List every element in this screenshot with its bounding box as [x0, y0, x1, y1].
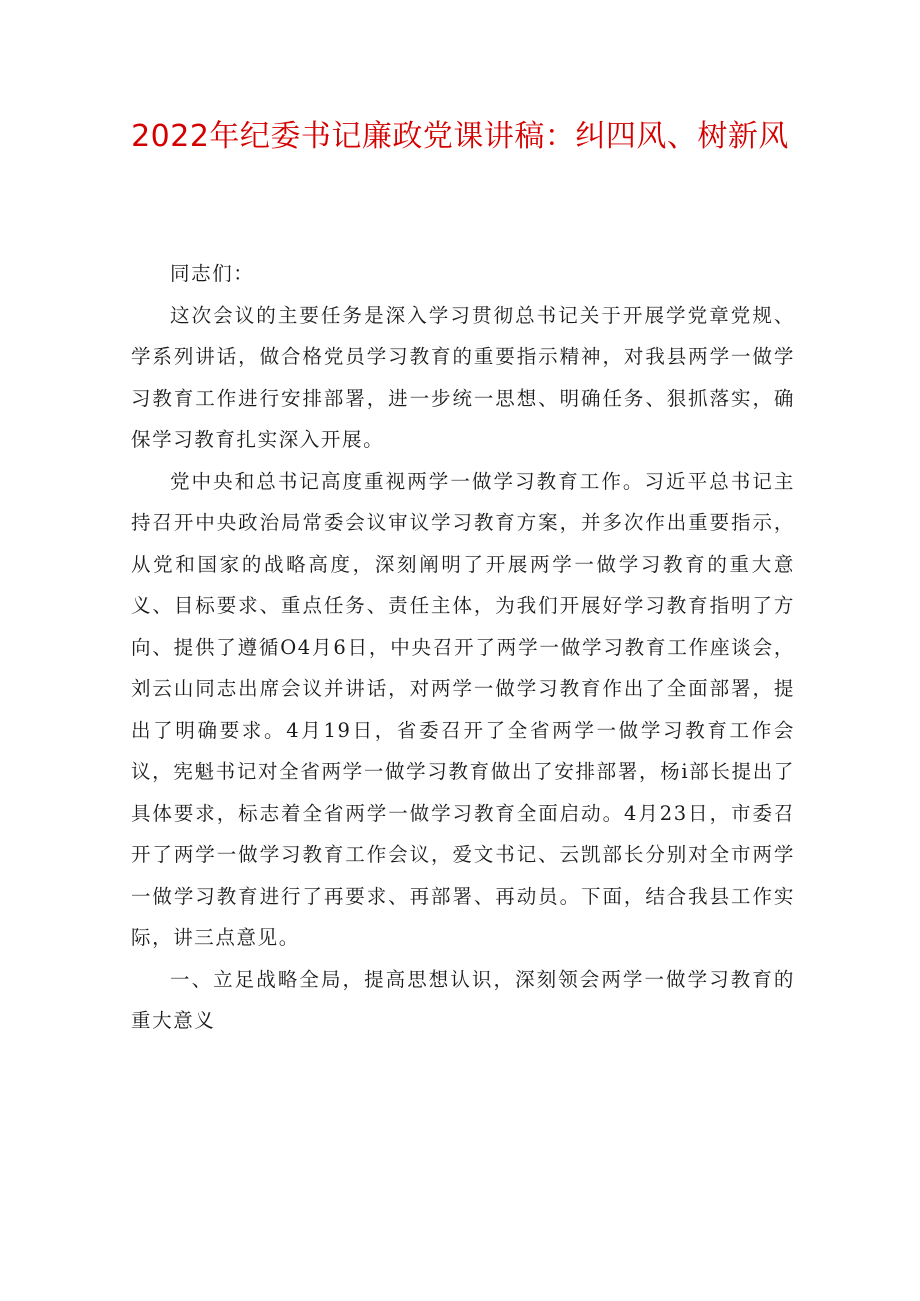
body-paragraph: 这次会议的主要任务是深入学习贯彻总书记关于开展学党章党规、学系列讲话，做合格党员学习教育的重要指示精神，对我县两学一做学习教育工作进行安排部署，进一步统一思想、明确任务、狠抓落实，确保学习教育扎实深入开展。 [131, 303, 795, 451]
document-title: 2022年纪委书记廉政党课讲稿：纠四风、树新风 [131, 119, 789, 154]
salutation: 同志们： [170, 262, 255, 285]
section-heading: 一、立足战略全局，提高思想认识，深刻领会两学一做学习教育的重大意义 [131, 967, 795, 1032]
document-body [131, 253, 795, 1042]
body-paragraph: 党中央和总书记高度重视两学一做学习教育工作。习近平总书记主持召开中央政治局常委会议审议学习教育方案，并多次作出重要指示，从党和国家的战略高度，深刻阐明了开展两学一做学习教育的重大意义、目标要求、重点任务、责任主体，为我们开展好学习教育指明了方向、提供了遵循O4月6日，中央召开了两学一做学习教育工作座谈会，刘云山同志出席会议并讲话，对两学一做学习教育作出了全面部署，提出了明确要求。4月19日，省委召开了全省两学一做学习教育工作会议，宪魁书记对全省两学一做学习教育做出了安排部署，杨i部长提出了具体要求，标志着全省两学一做学习教育全面启动。4月23日，市委召开了两学一做学习教育工作会议，爱文书记、云凯部长分别对全市两学一做学习教育进行了再要求、再部署、再动员。下面，结合我县工作实际，讲三点意见。 [131, 469, 795, 949]
